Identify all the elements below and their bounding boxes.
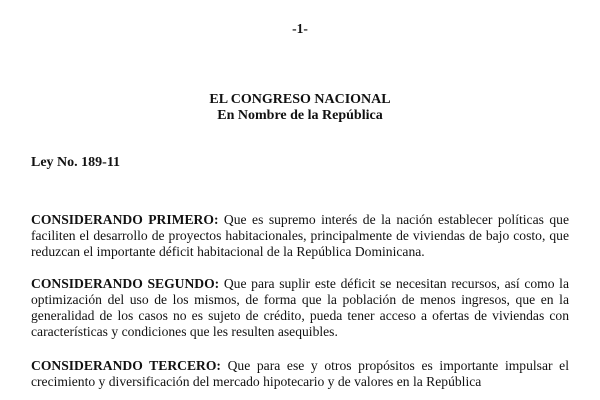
considerando-segundo-text: Que para suplir este déficit se necesitan recursos, así como la optimización del uso de los mismos, de forma que la población de menos ingresos, que en la generalidad de los casos no es sujeto de crédito, pueda tener acceso a ofertas de viviendas con características y condiciones que les resulten asequibles. xyxy=(31,276,569,339)
heading-congress: EL CONGRESO NACIONAL xyxy=(209,92,391,107)
considerando-segundo-label: CONSIDERANDO SEGUNDO: xyxy=(31,276,220,291)
considerando-segundo xyxy=(31,276,569,340)
considerando-primero xyxy=(31,212,569,260)
law-number: Ley No. 189-11 xyxy=(31,155,121,170)
considerando-tercero xyxy=(31,358,569,390)
document-heading xyxy=(0,92,600,124)
considerando-tercero-label: CONSIDERANDO TERCERO: xyxy=(31,358,221,373)
considerando-tercero-text: Que para ese y otros propósitos es importante impulsar el crecimiento y diversificación del mercado hipotecario y de valores en la República xyxy=(31,358,569,389)
considerando-primero-text: Que es supremo interés de la nación establecer políticas que faciliten el desarrollo de proyectos habitacionales, principalmente de viviendas de bajo costo, que reduzcan el importante déficit habitacional de la República Dominicana. xyxy=(31,212,569,259)
heading-republic: En Nombre de la República xyxy=(217,108,383,123)
considerando-primero-label: CONSIDERANDO PRIMERO: xyxy=(31,212,219,227)
page-number: -1- xyxy=(292,21,308,36)
